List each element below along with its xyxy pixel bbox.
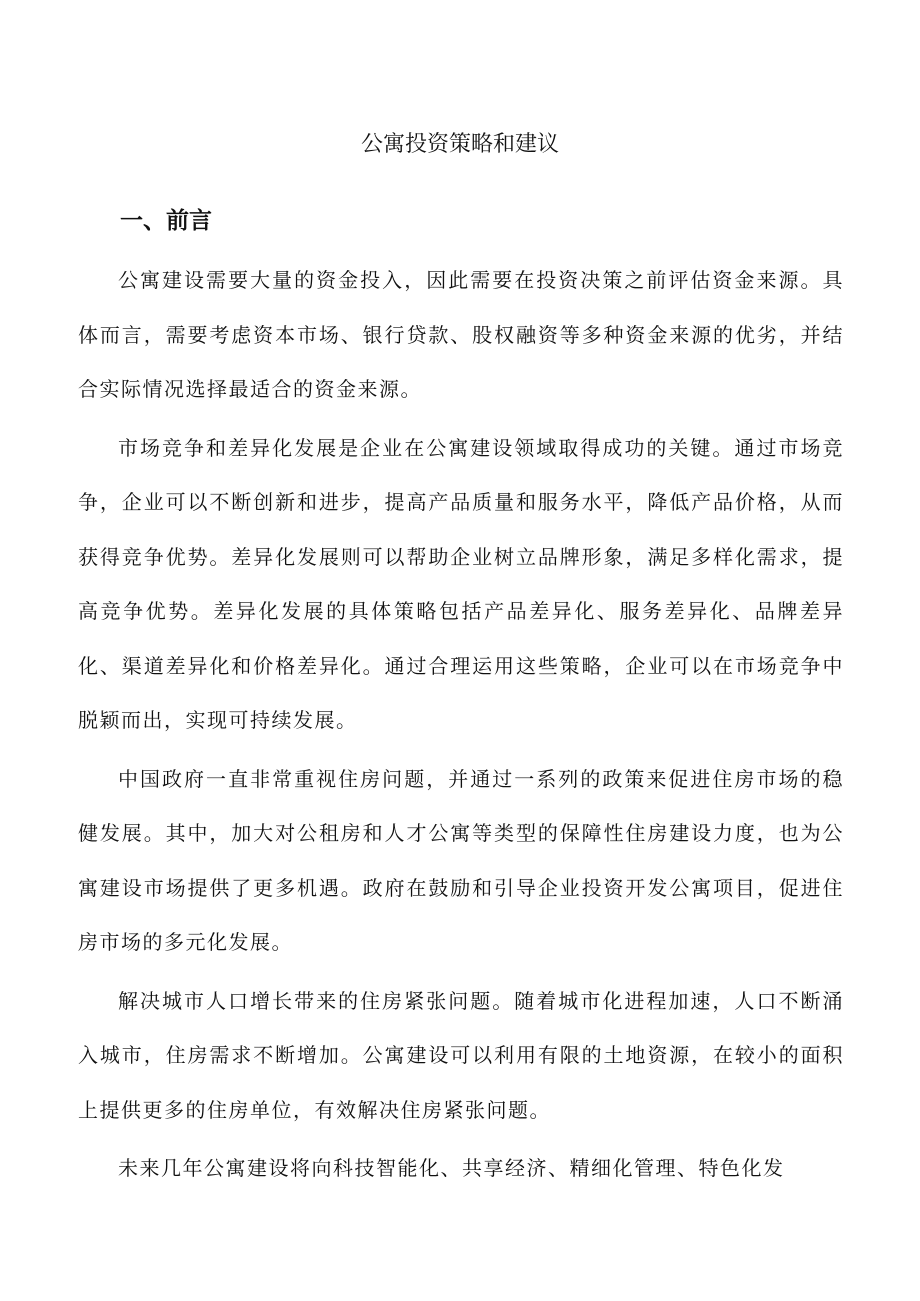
paragraph-government-policy: 中国政府一直非常重视住房问题，并通过一系列的政策来促进住房市场的稳健发展。其中，加大对公租房和人才公寓等类型的保障性住房建设力度，也为公寓建设市场提供了更多机遇。政府在鼓励和引导企业投资开发公寓项目，促进住房市场的多元化发展。 [78,766,844,954]
paragraph-funding-sources: 公寓建设需要大量的资金投入，因此需要在投资决策之前评估资金来源。具体而言，需要考虑资本市场、银行贷款、股权融资等多种资金来源的优劣，并结合实际情况选择最适合的资金来源。 [78,268,844,401]
document-title: 公寓投资策略和建议 [360,132,559,157]
paragraph-market-competition: 市场竞争和差异化发展是企业在公寓建设领域取得成功的关键。通过市场竞争，企业可以不断创新和进步，提高产品质量和服务水平，降低产品价格，从而获得竞争优势。差异化发展则可以帮助企业树立品牌形象，满足多样化需求，提高竞争优势。差异化发展的具体策略包括产品差异化、服务差异化、品牌差异化、渠道差异化和价格差异化。通过合理运用这些策略，企业可以在市场竞争中脱颖而出，实现可持续发展。 [78,435,844,732]
section-heading-preface: 一、前言 [120,208,212,234]
paragraph-housing-shortage: 解决城市人口增长带来的住房紧张问题。随着城市化进程加速，人口不断涌入城市，住房需求不断增加。公寓建设可以利用有限的土地资源，在较小的面积上提供更多的住房单位，有效解决住房紧张问题。 [78,988,844,1122]
document-body [78,253,844,1200]
paragraph-future-trends: 未来几年公寓建设将向科技智能化、共享经济、精细化管理、特色化发 [118,1156,785,1180]
